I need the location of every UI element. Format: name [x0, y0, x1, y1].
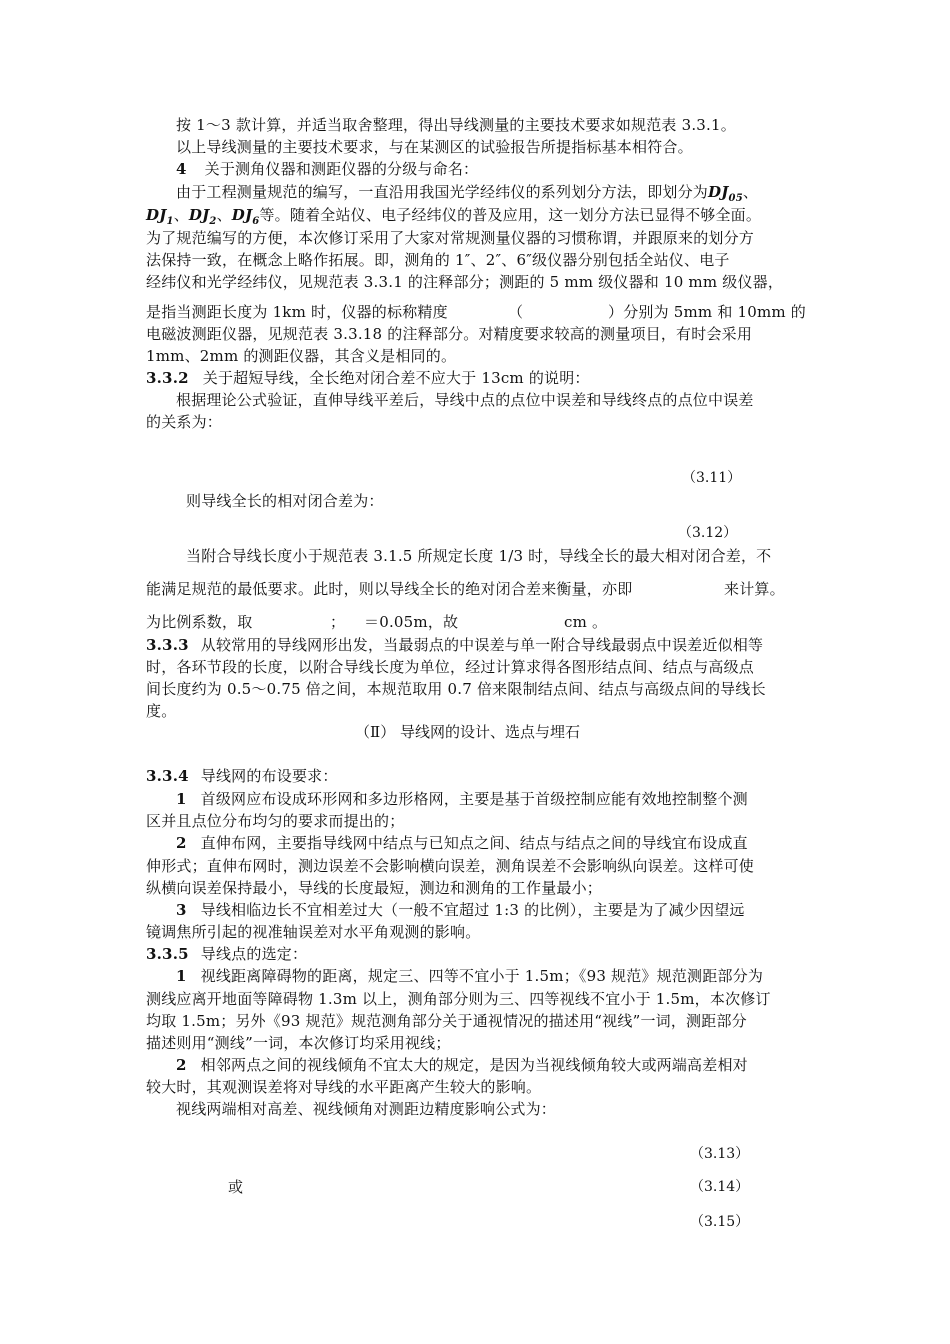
paragraph-line: 间长度约为 0.5～0.75 倍之间，本规范取用 0.7 倍来限制结点间、结点与高级点间的导线长: [146, 680, 766, 698]
or-word: 或: [228, 1178, 244, 1196]
paragraph-line: 伸形式；直伸布网时，测边误差不会影响横向误差，测角误差不会影响纵向误差。这样可使: [146, 857, 755, 875]
paragraph-line: 视线两端相对高差、视线倾角对测距边精度影响公式为：: [176, 1100, 557, 1118]
item-title: 关于测角仪器和测距仪器的分级与命名：: [204, 160, 479, 178]
equation-number: （3.15）: [690, 1214, 750, 1230]
paragraph-line: 为了规范编写的方便，本次修订采用了大家对常规测量仪器的习惯称谓，并跟原来的划分方: [146, 229, 755, 247]
section-heading-3-3-4: 3.3.4 导线网的布设要求：: [146, 767, 338, 785]
paragraph-line: 能满足规范的最低要求。此时，则以导线全长的绝对闭合差来衡量，亦即 来计算。: [146, 580, 785, 598]
list-item: 1 首级网应布设成环形网和多边形格网，主要是基于首级控制应能有效地控制整个测: [176, 790, 748, 808]
paragraph-line: 测线应离开地面等障碍物 1.3m 以上，测角部分则为三、四等视线不宜小于 1.5m，本次修订: [146, 990, 771, 1008]
paragraph-line: 的关系为：: [146, 413, 223, 431]
paragraph-line: 电磁波测距仪器，见规范表 3.3.18 的注释部分。对精度要求较高的测量项目，有时会采用: [146, 325, 753, 343]
list-item: 3 导线相临边长不宜相差过大（一般不宜超过 1:3 的比例），主要是为了减少因望远: [176, 901, 745, 919]
paragraph-line: 度。: [146, 702, 177, 720]
paragraph-line: 经纬仪和光学经纬仪，见规范表 3.3.1 的注释部分；测距的 5 mm 级仪器和 10 mm 级仪器，: [146, 273, 784, 291]
paragraph-line: 镜调焦所引起的视准轴误差对水平角观测的影响。: [146, 923, 481, 941]
list-item: 2 直伸布网，主要指导线网中结点与已知点之间、结点与结点之间的导线宜布设成直: [176, 834, 748, 852]
paragraph-line: 是指当测距长度为 1km 时，仪器的标称精度 （ ）分别为 5mm 和 10mm 的: [146, 303, 806, 321]
paragraph-line: 区并且点位分布均匀的要求而提出的；: [146, 812, 405, 830]
equation-number: （3.11）: [682, 470, 742, 486]
paragraph-line: 为比例系数，取 ； ＝0.05m，故 cm 。: [146, 613, 608, 631]
dj6-symbol: $DJ_6$: [231, 206, 260, 227]
section-title: （Ⅱ） 导线网的设计、选点与埋石: [355, 723, 580, 741]
paragraph-line: 由于工程测量规范的编写，一直沿用我国光学经纬仪的系列划分方法，即划分为$DJ_{05}$、: [176, 183, 759, 204]
dj2-symbol: $DJ_2$: [188, 206, 217, 227]
item-number: 4: [176, 160, 187, 178]
section-heading-3-3-2: 3.3.2 关于超短导线，全长绝对闭合差不应大于 13cm 的说明：: [146, 369, 590, 387]
paragraph-line: 1mm、2mm 的测距仪器，其含义是相同的。: [146, 347, 457, 365]
paragraph-line: 纵横向误差保持最小，导线的长度最短，测边和测角的工作量最小；: [146, 879, 603, 897]
paragraph-line: 较大时，其观测误差将对导线的水平距离产生较大的影响。: [146, 1078, 542, 1096]
section-heading-3-3-5: 3.3.5 导线点的选定：: [146, 945, 308, 963]
paragraph-line: 则导线全长的相对闭合差为：: [186, 492, 384, 510]
equation-number: （3.13）: [690, 1146, 750, 1162]
list-item: 2 相邻两点之间的视线倾角不宜太大的规定，是因为当视线倾角较大或两端高差相对: [176, 1056, 748, 1074]
item-heading-4: [176, 159, 478, 179]
paragraph-line: 按 1～3 款计算，并适当取舍整理，得出导线测量的主要技术要求如规范表 3.3.1。: [176, 116, 736, 134]
paragraph-line: $DJ_1$、$DJ_2$、$DJ_6$等。随着全站仪、电子经纬仪的普及应用，这一划分方法已显得不够全面。: [146, 206, 762, 227]
paragraph-line: 以上导线测量的主要技术要求，与在某测区的试验报告所提指标基本相符合。: [176, 138, 693, 156]
paragraph-line: 当附合导线长度小于规范表 3.1.5 所规定长度 1/3 时，导线全长的最大相对闭合差，不: [186, 547, 772, 565]
paragraph-line: 时，各环节段的长度，以附合导线长度为单位，经过计算求得各图形结点间、结点与高级点: [146, 658, 755, 676]
paragraph-line: 法保持一致，在概念上略作拓展。即，测角的 1″、2″、6″级仪器分别包括全站仪、电子: [146, 251, 730, 269]
paragraph-line: 根据理论公式验证，直伸导线平差后，导线中点的点位中误差和导线终点的点位中误差: [176, 391, 754, 409]
equation-number: （3.12）: [678, 525, 738, 541]
dj05-symbol: $DJ_{05}$: [708, 183, 743, 204]
section-heading-3-3-3: 3.3.3 从较常用的导线网形出发，当最弱点的中误差与单一附合导线最弱点中误差近似相等: [146, 636, 764, 654]
equation-number: （3.14）: [690, 1179, 750, 1195]
list-item: 1 视线距离障碍物的距离，规定三、四等不宜小于 1.5m；《93 规范》规范测距部分为: [176, 967, 764, 985]
dj1-symbol: $DJ_1$: [146, 206, 174, 227]
paragraph-line: 均取 1.5m；另外《93 规范》规范测角部分关于通视情况的描述用“视线”一词，测距部分: [146, 1012, 747, 1030]
paragraph-line: 描述则用“测线”一词，本次修订均采用视线；: [146, 1034, 451, 1052]
